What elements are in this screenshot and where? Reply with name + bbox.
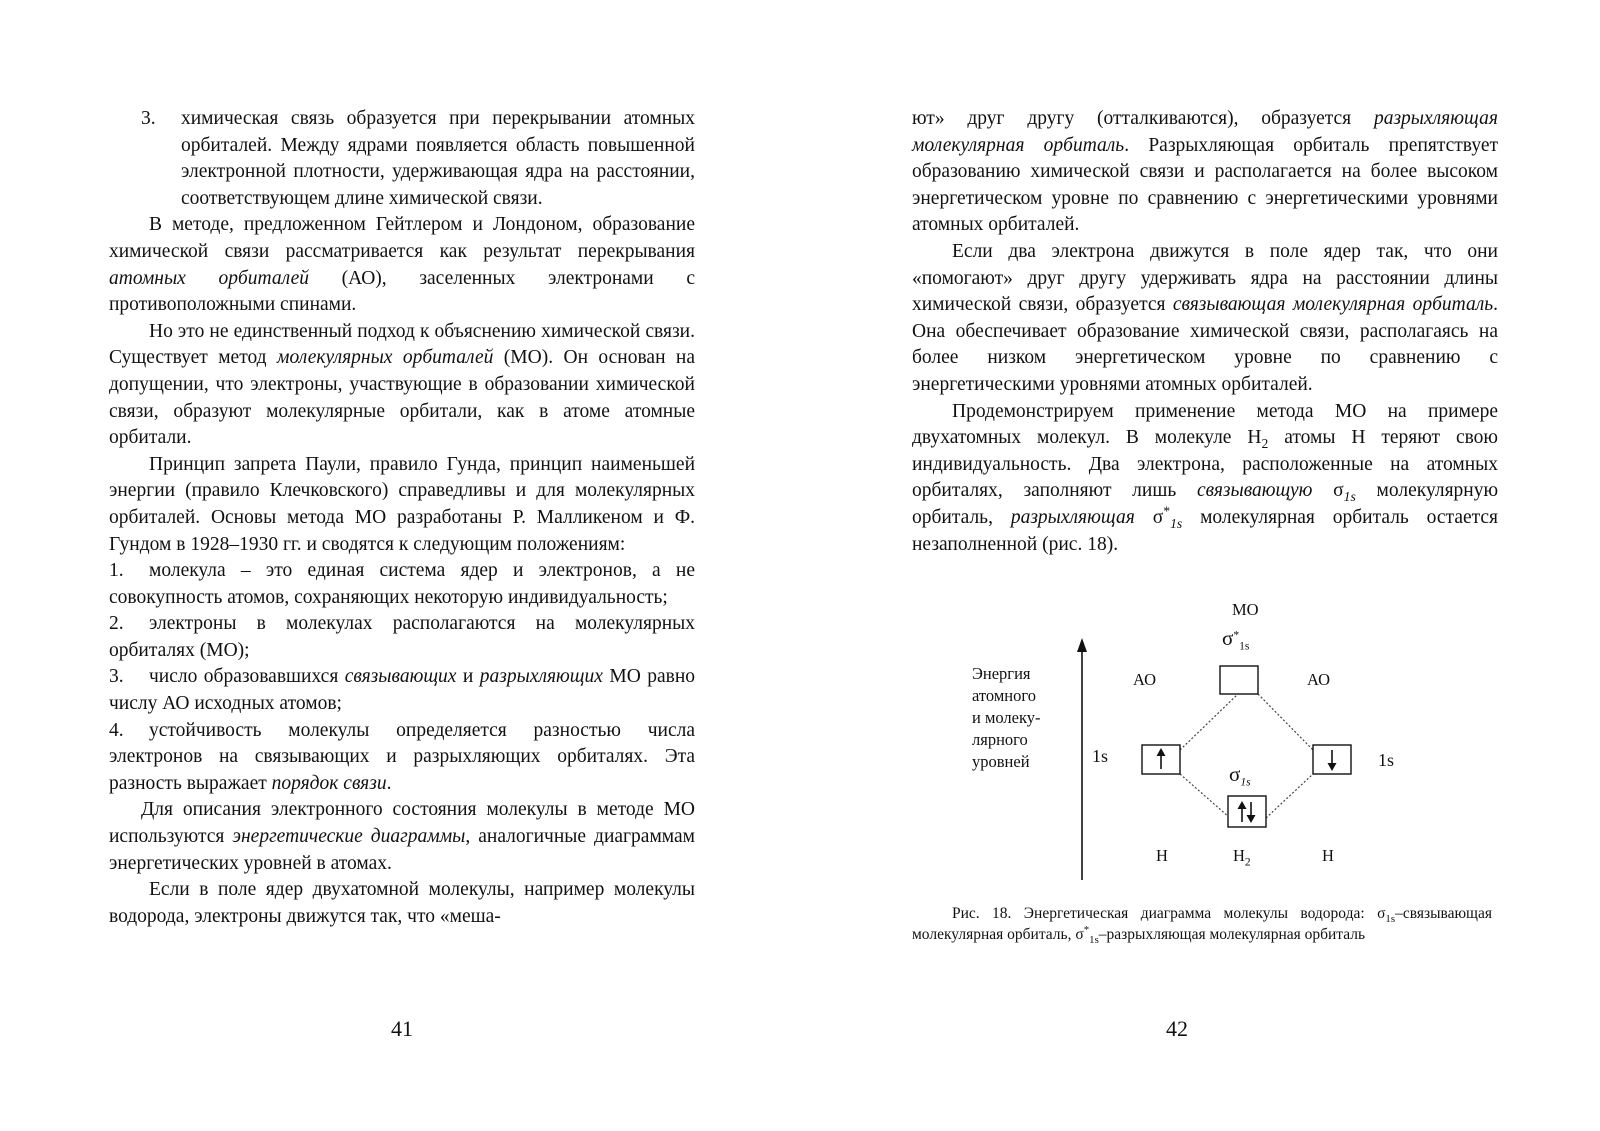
list-number: 2.	[109, 613, 124, 635]
superscript-star: *	[1233, 629, 1240, 642]
molecule-h2-label	[1233, 846, 1251, 869]
list-text: электроны в молекулах располагаются на молекулярных орбиталях (МО);	[109, 613, 695, 661]
paragraph-text: атомы H теряют свою индивидуальность. Два электрона, расположенные на атомных орбиталях, заполняют лишь	[912, 427, 1498, 502]
italic-term: разрыхляющая	[1010, 506, 1135, 528]
italic-term: разрыхляющих	[479, 666, 603, 688]
paragraph-text: Для описания электронного состояния молекулы в методе МО используются	[109, 799, 695, 848]
italic-term: порядок связи	[271, 772, 387, 794]
paragraph-text: ют» друг другу (отталкиваются), образуется	[912, 108, 1352, 129]
sigma-symbol: σ	[1333, 480, 1344, 502]
list-text: и	[462, 666, 474, 688]
subscript: 1s	[1240, 776, 1251, 789]
axis-arrowhead-icon	[1077, 638, 1087, 652]
subscript: 1s	[1343, 489, 1356, 505]
orbital-label-text: 1s	[1378, 750, 1395, 770]
sigma-symbol: σ	[1377, 905, 1386, 922]
paragraph-bonding	[912, 239, 1498, 399]
paragraph-text: молекулярную орбиталь,	[912, 480, 1499, 528]
subscript: 1s	[1089, 934, 1099, 947]
orbital-label-text: 1s	[1092, 746, 1109, 766]
energy-label-line: атомного	[972, 686, 1036, 705]
list-item-2	[109, 611, 695, 664]
subscript: 2	[1244, 856, 1251, 869]
page-number: 42	[1166, 1016, 1188, 1041]
list-item-3-continued	[109, 106, 695, 212]
energy-axis-label	[972, 663, 1072, 773]
subscript: 1s	[1239, 640, 1250, 653]
molecule-symbol: H	[1233, 846, 1245, 865]
sigma-bonding-label	[1229, 762, 1251, 789]
energy-label-line: лярного	[972, 730, 1028, 749]
paragraph-mo-method	[109, 319, 695, 452]
ao-label-left: АО	[1133, 670, 1157, 689]
paragraph-energy-diagrams	[109, 797, 695, 877]
paragraph-last: Если в поле ядер двухатомной молекулы, например молекулы водорода, электроны движутся так, что «меша-	[109, 879, 695, 927]
paragraph-text: (АО), заселенных электронами с противоположными спинами.	[109, 267, 695, 316]
atom-h-left-label: H	[1156, 846, 1168, 865]
caption-text: –разрыхляющая молекулярная орбиталь	[1098, 926, 1366, 943]
sigma-symbol: σ	[1152, 506, 1164, 528]
list-item-1	[109, 558, 695, 611]
subscript: 1s	[1385, 913, 1396, 926]
italic-term: связывающих	[344, 666, 457, 688]
sigma-star-label	[1222, 626, 1250, 653]
italic-term: разрыхляющая молекулярная орбиталь	[912, 108, 1498, 156]
paragraph-text: Продемонстрируем применение метода МО на примере двухатомных молекул. В молекуле H	[912, 400, 1498, 449]
superscript-star: *	[1163, 503, 1171, 519]
italic-term: связывающую	[1196, 480, 1313, 502]
antibonding-orbital-box	[1220, 666, 1258, 694]
sigma-symbol: σ	[1075, 926, 1084, 943]
paragraph-text: В методе, предложенном Гейтлером и Лондоном, образование химической связи рассматривается как результат перекрывания	[109, 214, 695, 262]
subscript: 1s	[1170, 515, 1183, 531]
list-text: число образовавшихся	[149, 666, 339, 688]
sigma-symbol: σ	[1229, 762, 1241, 786]
mo-label: МО	[1232, 600, 1259, 619]
list-number: 3.	[109, 666, 124, 688]
superscript-star: *	[1083, 923, 1090, 936]
paragraph-pauli: Принцип запрета Паули, правило Гунда, принцип наименьшей энергии (правило Клечковского) справедливы и для молекулярных орбиталей. Основы метода МО разработаны Р. Малликеном и Ф. Гундом в 1928–1930 гг. и сводятся к следующим положениям:	[109, 453, 695, 555]
list-text: молекула – это единая система ядер и электронов, а не совокупность атомов, сохраняющих некоторую индивидуальность;	[109, 560, 695, 608]
italic-term: молекулярных орбиталей	[277, 347, 494, 369]
caption-text: Рис. 18. Энергетическая диаграмма молекулы водорода:	[952, 905, 1365, 922]
energy-label-line: и молеку-	[972, 708, 1041, 727]
right-text-column	[912, 106, 1498, 558]
italic-term: энергетические диаграммы	[232, 826, 466, 848]
bonding-orbital-box	[1228, 796, 1266, 827]
mo-energy-diagram	[882, 596, 1402, 896]
paragraph-text: Но это не единственный подход к объяснению химической связи. Существует метод	[109, 320, 695, 369]
italic-term: атомных орбиталей	[109, 267, 309, 289]
paragraph-h2-example	[912, 399, 1498, 559]
paragraph-text: . Разрыхляющая орбиталь препятствует образованию химической связи и располагается на более высоком энергетическом уровне по сравнению с энергетическими уровнями атомных орбиталей.	[912, 134, 1499, 236]
right-page	[800, 0, 1600, 1131]
subscript: 2	[1261, 436, 1269, 452]
list-text: химическая связь образуется при перекрывании атомных орбиталей. Между ядрами появляется область повышенной электронной плотности, удерживающая ядра на расстоянии, соответствующем длине химической связи.	[181, 108, 695, 209]
paragraph-text: . Она обеспечивает образование химической связи, располагаясь на более низком энергетическом уровне по сравнению с энергетическими уровнями атомных орбиталей.	[912, 294, 1498, 395]
atom-h-right-label: H	[1322, 846, 1334, 865]
one-s-label-right	[1378, 750, 1394, 770]
list-number: 3.	[141, 108, 156, 129]
list-number: 4.	[109, 719, 124, 741]
paragraph-antibonding	[912, 106, 1498, 239]
energy-label-line: Энергия	[972, 664, 1031, 683]
ao-label-right: АО	[1307, 670, 1331, 689]
list-text: устойчивость молекулы определяется разностью числа электронов на связывающих и разрыхляющих орбиталях. Эта разность выражает	[109, 719, 695, 794]
list-number: 1.	[109, 560, 124, 582]
energy-label-line: уровней	[972, 752, 1030, 771]
one-s-label-left	[1092, 746, 1108, 766]
list-item-3	[109, 664, 695, 717]
left-text-column	[109, 106, 695, 930]
sigma-symbol: σ	[1222, 626, 1234, 650]
italic-term: связывающая молекулярная орбиталь	[1172, 294, 1494, 316]
paragraph-text: (МО). Он основан на допущении, что электроны, участвующие в образовании химической связи, образуют молекулярные орбитали, как в атоме атомные орбитали.	[109, 347, 696, 449]
paragraph-text: Если два электрона движутся в поле ядер так, что они «помогают» друг другу удерживать ядра на расстоянии длины химической связи, образуется	[912, 240, 1498, 316]
paragraph-heitler-london	[109, 212, 695, 318]
figure-caption	[912, 903, 1492, 945]
list-text: МО равно числу АО исходных атомов;	[109, 666, 696, 715]
list-text: .	[386, 772, 392, 794]
page-number: 41	[391, 1016, 413, 1041]
list-item-4	[109, 718, 695, 798]
caption-text: –связывающая молекулярная орбиталь,	[912, 905, 1493, 943]
paragraph-text: молекулярная орбиталь остается незаполненной (рис. 18).	[912, 506, 1499, 555]
paragraph-text: , аналогичные диаграммам энергетических уровней в атомах.	[109, 826, 696, 874]
